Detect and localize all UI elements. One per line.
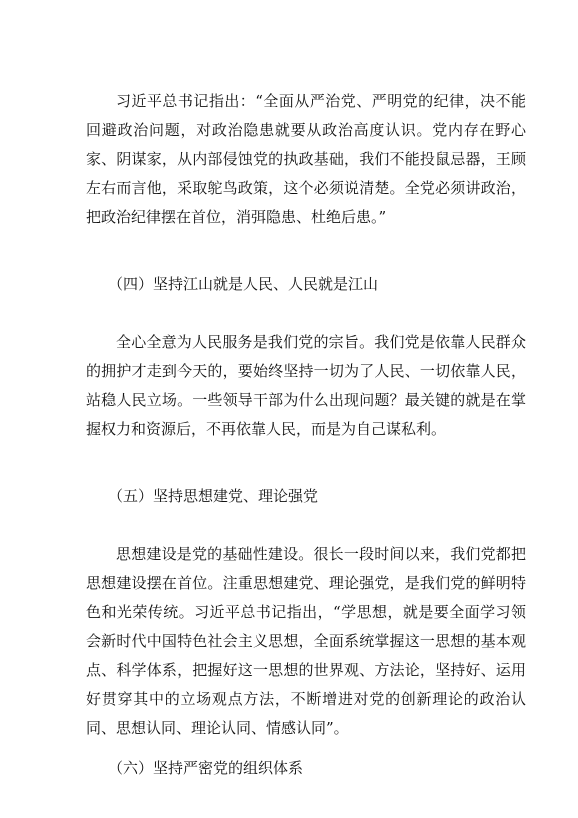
heading-section-5: （五）坚持思想建党、理论强党	[108, 487, 319, 505]
heading-section-6: （六）坚持严密党的组织体系	[108, 759, 304, 777]
paragraph-ideology: 思想建设是党的基础性建设。很长一段时间以来，我们党都把思想建设摆在首位。注重思想建党、理论强党，是我们党的鲜明特色和光荣传统。习近平总书记指出，“学思想，就是要全面学习领会新时代中国特色社会主义思想，全面系统掌握这一思想的基本观点、科学体系，把握好这一思想的世界观、方法论，坚持好、运用好贯穿其中的立场观点方法，不断增进对党的创新理论的政治认同、思想认同、理论认同、情感认同”。	[86, 545, 526, 737]
paragraph-people: 全心全意为人民服务是我们党的宗旨。我们党是依靠人民群众的拥护才走到今天的，要始终坚持一切为了人民、一切依靠人民，站稳人民立场。一些领导干部为什么出现问题？最关键的就是在掌握权力和资源后，不再依靠人民，而是为自己谋私利。	[86, 333, 526, 438]
heading-section-4: （四）坚持江山就是人民、人民就是江山	[108, 275, 379, 293]
paragraph-discipline: 习近平总书记指出：“全面从严治党、严明党的纪律，决不能回避政治问题，对政治隐患就要从政治高度认识。党内存在野心家、阴谋家，从内部侵蚀党的执政基础，我们不能投鼠忌器，王顾左右而言他，采取鸵鸟政策，这个必须说清楚。全党必须讲政治，把政治纪律摆在首位，消弭隐患、杜绝后患。”	[86, 92, 526, 226]
